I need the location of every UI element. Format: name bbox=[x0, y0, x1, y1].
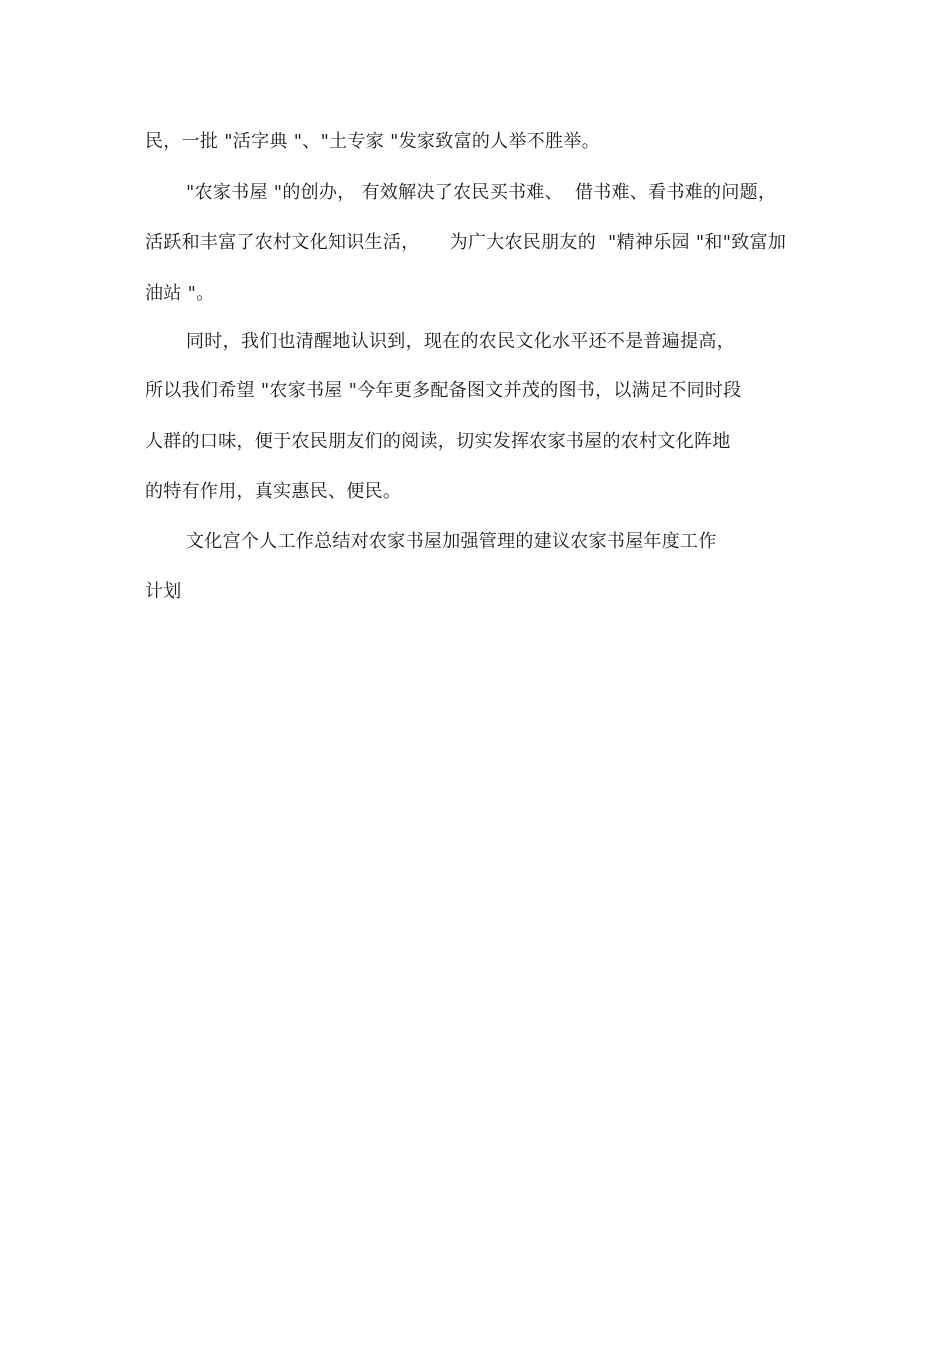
text-line: 的特有作用，真实惠民、便民。 bbox=[145, 481, 402, 502]
text-line: 活跃和丰富了农村文化知识生活， 为广大农民朋友的 "精神乐园 "和"致富加 bbox=[145, 232, 787, 253]
text-line: 人群的口味，便于农民朋友们的阅读，切实发挥农家书屋的农村文化阵地 bbox=[145, 431, 731, 452]
text-line: 同时，我们也清醒地认识到，现在的农民文化水平还不是普遍提高， bbox=[186, 331, 735, 352]
text-line: 民，一批 "活字典 "、"土专家 "发家致富的人举不胜举。 bbox=[145, 131, 600, 152]
text-line: "农家书屋 "的创办， 有效解决了农民买书难、 借书难、看书难的问题， bbox=[186, 182, 777, 203]
text-line: 文化宫个人工作总结对农家书屋加强管理的建议农家书屋年度工作 bbox=[186, 531, 717, 552]
text-line: 油站 "。 bbox=[145, 283, 215, 304]
text-line: 计划 bbox=[145, 581, 182, 602]
text-line: 所以我们希望 "农家书屋 "今年更多配备图文并茂的图书，以满足不同时段 bbox=[145, 380, 742, 401]
